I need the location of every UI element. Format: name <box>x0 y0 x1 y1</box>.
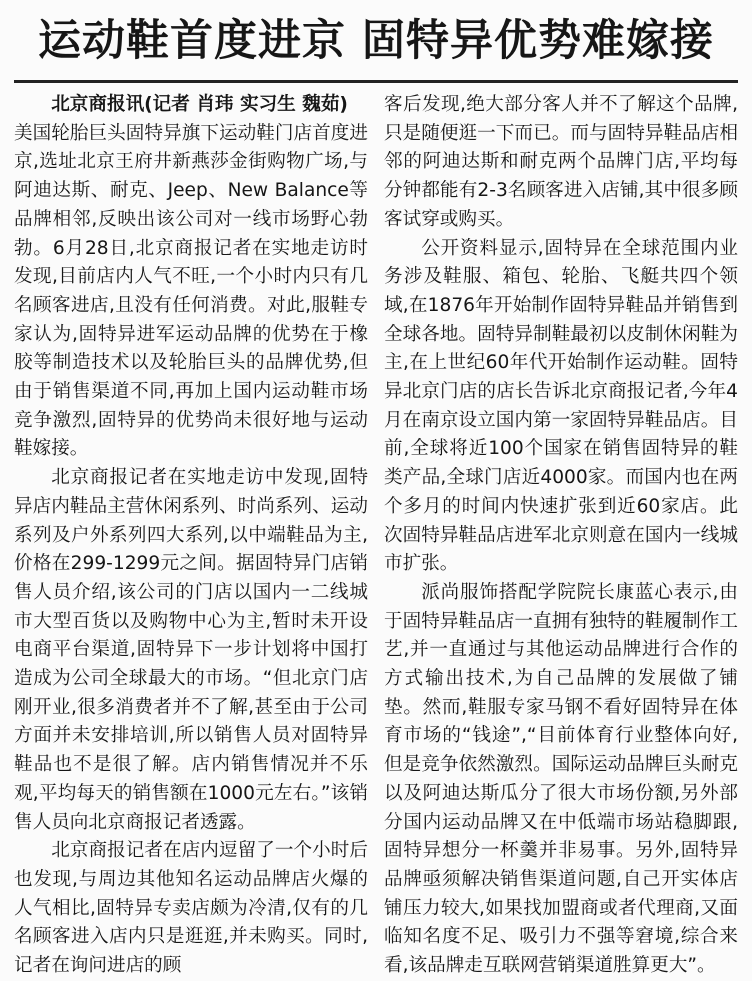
paragraph-3: 北京商报记者在店内逗留了一个小时后也发现,与周边其他知名运动品牌店火爆的人气相比,固特异专卖店颇为冷清,仅有的几名顾客进入店内只是逛逛,并未购买。同时,记者在询问进店的顾 <box>14 840 368 977</box>
paragraph-2: 北京商报记者在实地走访中发现,固特异店内鞋品主营休闲系列、时尚系列、运动系列及户外系列四大系列,以中端鞋品为主,价格在299-1299元之间。据固特异门店销售人员介绍,该公司的门店以国内一二线城市大型百货以及购物中心为主,暂时未开设电商平台渠道,固特异下一步计划将中国打造成为公司全球最大的市场。“但北京门店刚开业,很多消费者并不了解,甚至由于公司方面并未安排培训,所以销售人员对固特异鞋品也不是很了解。店内销售情况并不乐观,平均每天的销售额在1000元左右。”该销售人员向北京商报记者透露。 <box>14 467 368 833</box>
headline: 运动鞋首度进京 固特异优势难嫁接 <box>38 16 714 66</box>
headline-rule <box>14 80 738 83</box>
paragraph-4: 公开资料显示,固特异在全球范围内业务涉及鞋服、箱包、轮胎、飞艇共四个领域,在1876年开始制作固特异鞋品并销售到全球各地。固特异制鞋最初以皮制休闲鞋为主,在上世纪60年代开始制作运动鞋。固特异北京门店的店长告诉北京商报记者,今年4月在南京设立国内第一家固特异鞋品店。目前,全球将近100个国家在销售固特异的鞋类产品,全球门店近4000家。而国内也在两个多月的时间内快速扩张到近60家店。此次固特异鞋品店进军北京则意在国内一线城市扩张。 <box>384 237 738 575</box>
paragraph-1: 美国轮胎巨头固特异旗下运动鞋门店首度进京,选址北京王府井新燕莎金街购物广场,与阿迪达斯、耐克、Jeep、New Balance等品牌相邻,反映出该公司对一线市场野心勃勃。6月28日,北京商报记者在实地走访时发现,目前店内人气不旺,一个小时内只有几名顾客进店,且没有任何消费。对此,服鞋专家认为,固特异进军运动品牌的优势在于橡胶等制造技术以及轮胎巨头的品牌优势,但由于销售渠道不同,再加上国内运动鞋市场竞争激烈,固特异的优势尚未很好地与运动鞋嫁接。 <box>14 122 368 460</box>
paragraph-5: 派尚服饰搭配学院院长康蓝心表示,由于固特异鞋品店一直拥有独特的鞋履制作工艺,并一直通过与其他运动品牌进行合作的方式输出技术,为自己品牌的发展做了铺垫。然而,鞋服专家马钢不看好固特异在体育市场的“钱途”,“目前体育行业整体向好,但是竞争依然激烈。国际运动品牌巨头耐克以及阿迪达斯瓜分了很大市场份额,另外部分国内运动品牌又在中低端市场站稳脚跟,固特异想分一杯羹并非易事。另外,固特异品牌亟须解决销售渠道问题,自己开实体店铺压力较大,如果找加盟商或者代理商,又面临知名度不足、吸引力不强等窘境,综合来看,该品牌走互联网营销渠道胜算更大”。 <box>384 581 738 977</box>
paragraph-3-continued: 客后发现,绝大部分客人并不了解这个品牌,只是随便逛一下而已。而与固特异鞋品店相邻的阿迪达斯和耐克两个品牌门店,平均每分钟都能有2-3名顾客进入店铺,其中很多顾客试穿或购买。 <box>384 94 738 230</box>
right-column <box>384 91 738 981</box>
left-column <box>14 91 368 981</box>
article-body <box>14 91 738 981</box>
byline: 北京商报讯(记者 肖玮 实习生 魏茹) <box>51 94 348 115</box>
byline-paragraph <box>14 91 368 120</box>
